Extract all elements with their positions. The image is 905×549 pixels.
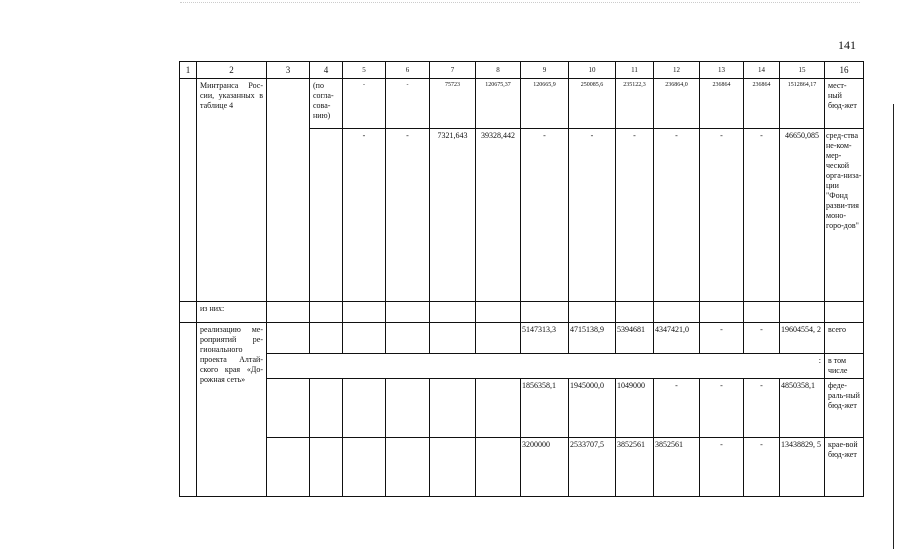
cell-source: мест-ный бюд-жет — [825, 79, 864, 129]
cell-value: 5147313,3 — [521, 323, 569, 354]
cell-value: - — [569, 129, 616, 302]
header-cell: 1 — [180, 62, 197, 79]
cell-col1 — [180, 302, 197, 323]
cell-value: 3852561 — [616, 438, 654, 497]
cell-empty — [267, 323, 310, 354]
cell-value: - — [343, 129, 386, 302]
cell-value: 236864 — [700, 79, 744, 129]
cell-empty — [700, 302, 744, 323]
cell-value: - — [700, 323, 744, 354]
cell-value: - — [700, 379, 744, 438]
cell-project: реализацию ме-роприятий ре-гионального проекта Алтай-ского края «До-рожная сеть» — [197, 323, 267, 497]
header-cell: 2 — [197, 62, 267, 79]
header-cell: 6 — [386, 62, 430, 79]
header-cell: 15 — [780, 62, 825, 79]
header-cell: 8 — [476, 62, 521, 79]
cell-source: всего — [825, 323, 864, 354]
cell-value: 3200000 — [521, 438, 569, 497]
cell-value: - — [700, 438, 744, 497]
cell-value: - — [744, 438, 780, 497]
cell-value: 4715138,9 — [569, 323, 616, 354]
cell-value: 236864,0 — [654, 79, 700, 129]
header-cell: 5 — [343, 62, 386, 79]
cell-empty — [343, 438, 386, 497]
cell-empty — [825, 302, 864, 323]
cell-empty — [476, 323, 521, 354]
cell-empty — [343, 379, 386, 438]
cell-empty — [343, 302, 386, 323]
cell-value: - — [521, 129, 569, 302]
cell-empty — [386, 323, 430, 354]
cell-value: 4850358,1 — [780, 379, 825, 438]
scan-edge-line — [893, 104, 894, 549]
cell-value: 1512864,17 — [780, 79, 825, 129]
cell-executor: Минтранса Рос-сии, указанных в таблице 4 — [197, 79, 267, 302]
header-cell: 7 — [430, 62, 476, 79]
cell-empty — [430, 379, 476, 438]
cell-value: 7321,643 — [430, 129, 476, 302]
cell-col4 — [310, 129, 343, 302]
header-row — [180, 62, 864, 79]
table-row — [180, 354, 864, 379]
budget-table — [179, 61, 864, 497]
header-cell: 11 — [616, 62, 654, 79]
cell-empty — [267, 379, 310, 438]
cell-value: 3852561 — [654, 438, 700, 497]
cell-value: 13438829, 5 — [780, 438, 825, 497]
cell-value: 1945000,0 — [569, 379, 616, 438]
cell-source: феде-раль-ный бюд-жет — [825, 379, 864, 438]
cell-col1 — [180, 79, 197, 302]
cell-value: - — [700, 129, 744, 302]
cell-empty — [476, 302, 521, 323]
cell-empty — [430, 323, 476, 354]
cell-empty — [310, 302, 343, 323]
cell-empty — [430, 438, 476, 497]
cell-subheading: из них: — [197, 302, 267, 323]
cell-value: 250085,6 — [569, 79, 616, 129]
cell-value: 1856358,1 — [521, 379, 569, 438]
cell-empty — [386, 302, 430, 323]
cell-value: 46650,085 — [780, 129, 825, 302]
cell-empty — [476, 379, 521, 438]
cell-empty — [310, 379, 343, 438]
cell-source: крае-вой бюд-жет — [825, 438, 864, 497]
cell-value: - — [616, 129, 654, 302]
cell-value: 39328,442 — [476, 129, 521, 302]
cell-value: - — [744, 129, 780, 302]
table-row — [180, 323, 864, 354]
cell-empty — [521, 302, 569, 323]
cell-value: - — [386, 79, 430, 129]
page-number: 141 — [838, 38, 856, 52]
header-cell: 16 — [825, 62, 864, 79]
cell-empty — [476, 438, 521, 497]
cell-source: в том числе — [825, 354, 864, 379]
scan-noise-line — [180, 2, 860, 4]
header-cell: 12 — [654, 62, 700, 79]
table-row — [180, 379, 864, 438]
header-cell: 3 — [267, 62, 310, 79]
header-cell: 13 — [700, 62, 744, 79]
cell-empty — [780, 302, 825, 323]
header-cell: 4 — [310, 62, 343, 79]
cell-empty — [267, 302, 310, 323]
cell-value: 2533707,5 — [569, 438, 616, 497]
cell-value: - — [654, 129, 700, 302]
cell-value: 75723 — [430, 79, 476, 129]
header-cell: 10 — [569, 62, 616, 79]
cell-value: 5394681 — [616, 323, 654, 354]
cell-empty — [343, 323, 386, 354]
cell-empty — [569, 302, 616, 323]
cell-value: - — [654, 379, 700, 438]
cell-empty — [267, 438, 310, 497]
cell-value: - — [744, 323, 780, 354]
cell-value: - — [744, 379, 780, 438]
cell-value: 4347421,0 — [654, 323, 700, 354]
cell-empty — [744, 302, 780, 323]
cell-empty — [430, 302, 476, 323]
header-cell: 9 — [521, 62, 569, 79]
cell-source: сред-ства не-ком-мер-ческой орга-низа-ции "Фонд разви-тия моно-горо-дов" — [825, 129, 864, 302]
cell-value: 120665,9 — [521, 79, 569, 129]
cell-value: 235122,3 — [616, 79, 654, 129]
cell-value: - — [343, 79, 386, 129]
header-cell: 14 — [744, 62, 780, 79]
cell-value: 19604554, 2 — [780, 323, 825, 354]
cell-empty — [310, 323, 343, 354]
table-row — [180, 79, 864, 129]
table-row — [180, 438, 864, 497]
cell-col1 — [180, 323, 197, 497]
cell-value: 120675,37 — [476, 79, 521, 129]
cell-value: 236864 — [744, 79, 780, 129]
cell-empty — [310, 438, 343, 497]
cell-merged-mark: : — [267, 354, 825, 379]
table-row — [180, 302, 864, 323]
cell-value: 1049000 — [616, 379, 654, 438]
cell-agreement: (по согла-сова-нию) — [310, 79, 343, 129]
cell-empty — [386, 379, 430, 438]
cell-empty — [616, 302, 654, 323]
cell-value: - — [386, 129, 430, 302]
cell-col3 — [267, 79, 310, 302]
cell-empty — [654, 302, 700, 323]
cell-empty — [386, 438, 430, 497]
